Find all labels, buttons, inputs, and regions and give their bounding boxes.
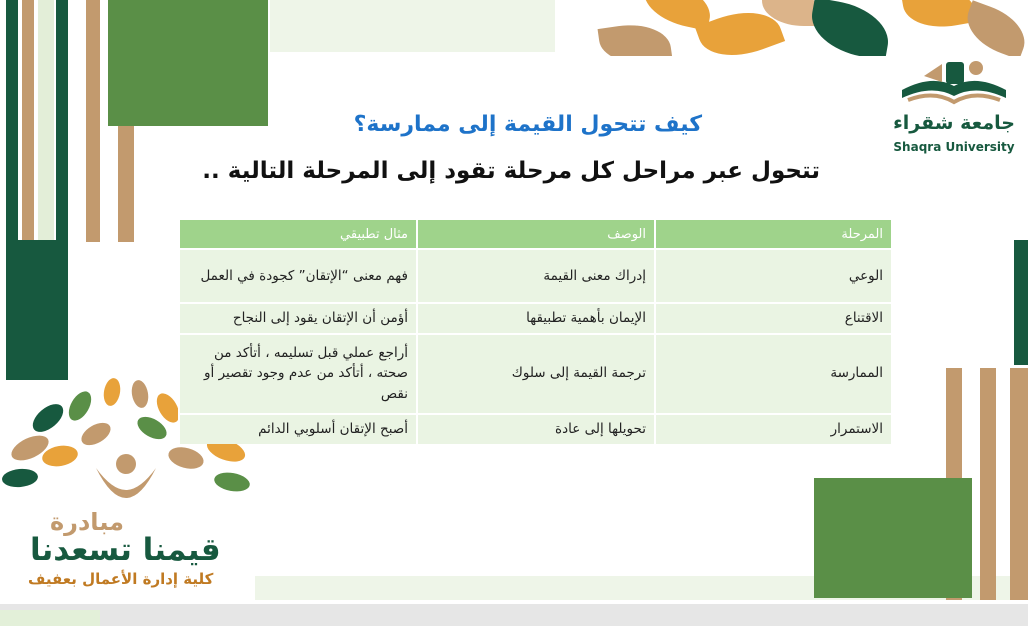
cell-stage: الوعي xyxy=(655,249,891,303)
cell-example: فهم معنى “الإتقان” كجودة في العمل xyxy=(179,249,417,303)
initiative-college: كلية إدارة الأعمال بعفيف xyxy=(28,570,214,588)
header-example: مثال تطبيقي xyxy=(179,220,417,249)
cell-description: إدراك معنى القيمة xyxy=(417,249,655,303)
university-logo xyxy=(888,56,1020,162)
leaf-icon xyxy=(901,0,977,34)
header-stage: المرحلة xyxy=(655,220,891,249)
table-row xyxy=(179,334,891,414)
left-bar-2 xyxy=(22,0,34,240)
slide-subtitle: تتحول عبر مراحل كل مرحلة تقود إلى المرحلة التالية .. xyxy=(202,158,820,184)
right-bar-2 xyxy=(980,368,996,600)
cell-example: أصبح الإتقان أسلوبي الدائم xyxy=(179,414,417,444)
initiative-name: قيمنا تسعدنا xyxy=(30,532,221,568)
leaf-icon xyxy=(959,0,1028,56)
right-bar-dark xyxy=(1014,240,1028,365)
table-header-row xyxy=(179,220,891,249)
cell-example: أراجع عملي قبل تسليمه ، أتأكد من صحته ، أتأكد من عدم وجود تقصير أو نقص xyxy=(179,334,417,414)
cell-description: الإيمان بأهمية تطبيقها xyxy=(417,303,655,334)
right-block-green xyxy=(814,478,972,598)
table-row xyxy=(179,249,891,303)
leaf-icon xyxy=(806,0,893,56)
stages-table xyxy=(178,220,891,444)
left-block-green xyxy=(108,0,268,126)
cell-description: ترجمة القيمة إلى سلوك xyxy=(417,334,655,414)
bg-strip-bottom xyxy=(0,604,1028,626)
bg-strip-bottom-left xyxy=(0,610,100,626)
header-description: الوصف xyxy=(417,220,655,249)
left-block-dark xyxy=(6,240,68,380)
university-name-english: Shaqra University xyxy=(893,140,1015,154)
table-row xyxy=(179,414,891,444)
right-bar-3 xyxy=(1010,368,1028,600)
cell-stage: الاستمرار xyxy=(655,414,891,444)
initiative-label: مبادرة xyxy=(50,508,124,536)
cell-description: تحويلها إلى عادة xyxy=(417,414,655,444)
open-book-icon xyxy=(888,56,1020,112)
left-bar-5 xyxy=(86,0,100,242)
leaf-icon xyxy=(598,19,673,56)
university-name-arabic: جامعة شقراء xyxy=(893,112,1015,134)
bg-panel-top xyxy=(270,0,555,52)
cell-stage: الممارسة xyxy=(655,334,891,414)
cell-stage: الاقتناع xyxy=(655,303,891,334)
slide-question: كيف تتحول القيمة إلى ممارسة؟ xyxy=(353,112,702,137)
cell-example: أؤمن أن الإتقان يقود إلى النجاح xyxy=(179,303,417,334)
table-row xyxy=(179,303,891,334)
leaf-decoration-top xyxy=(560,0,1028,56)
